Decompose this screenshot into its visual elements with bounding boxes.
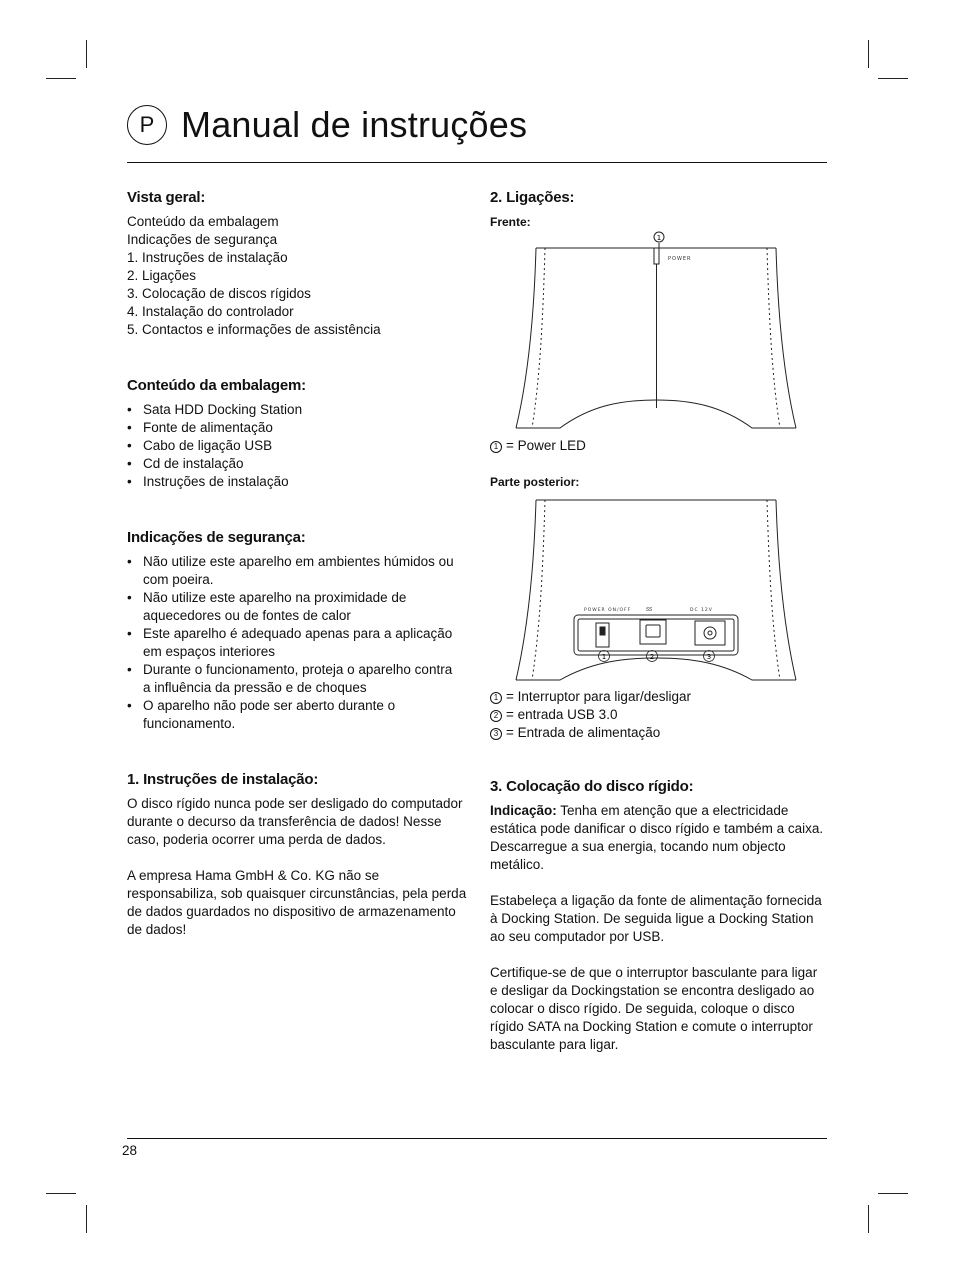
list-item: • Instruções de instalação xyxy=(127,473,472,491)
front-label: Frente: xyxy=(490,215,531,229)
list-item: • Fonte de alimentação xyxy=(127,419,472,437)
left-column xyxy=(127,189,472,939)
legend-item xyxy=(490,688,830,706)
crop-mark xyxy=(868,40,869,68)
legend-text: = Entrada de alimentação xyxy=(506,725,661,740)
list-item: 5. Contactos e informações de assistência xyxy=(127,322,381,337)
panel-label: DC 12V xyxy=(690,608,713,613)
hdd-note xyxy=(490,802,828,874)
install-paragraph: O disco rígido nunca pode ser desligado do computador durante o decurso da transferência de dados! Nesse caso, poderia ocorrer uma perda de dados. xyxy=(127,796,463,847)
page-number: 28 xyxy=(122,1143,138,1158)
crop-mark xyxy=(878,78,908,79)
callout-number: 1 xyxy=(490,441,502,453)
list-item: • Cabo de ligação USB xyxy=(127,437,472,455)
language-marker: P xyxy=(127,105,167,145)
crop-mark xyxy=(86,40,87,68)
list-item: • Este aparelho é adequado apenas para a aplicação em espaços interiores xyxy=(127,625,457,661)
crop-mark xyxy=(86,1205,87,1233)
note-label: Indicação: xyxy=(490,803,557,818)
install-paragraph: A empresa Hama GmbH & Co. KG não se responsabiliza, sob quaisquer circunstâncias, pela perda de dados guardados no dispositivo de armazenamento de dados! xyxy=(127,868,467,937)
list-item: • Durante o funcionamento, proteja o aparelho contra a influência da pressão e de choques xyxy=(127,661,457,697)
overview-list xyxy=(127,213,472,339)
list-item: • Sata HDD Docking Station xyxy=(127,401,472,419)
callout-number: 3 xyxy=(706,653,712,661)
panel-label: SS xyxy=(646,607,653,613)
contents-heading: Conteúdo da embalagem: xyxy=(127,377,306,394)
page-header xyxy=(127,104,527,146)
legend-text: = Interruptor para ligar/desligar xyxy=(506,689,691,704)
hdd-paragraph: Certifique-se de que o interruptor basculante para ligar e desligar da Dockingstation se encontra desligado ao colocar o disco rígido. De seguida, coloque o disco rígido SATA na Docking Station e comute o interruptor basculante para ligar. xyxy=(490,965,818,1052)
callout-number: 1 xyxy=(601,653,607,661)
note-text: Tenha em atenção que a electricidade estática pode danificar o disco rígido e também a caixa. Descarregue a sua energia, tocando num objecto metálico. xyxy=(490,803,824,872)
crop-mark xyxy=(46,1193,76,1194)
callout-number: 1 xyxy=(656,234,662,242)
legend-text: = entrada USB 3.0 xyxy=(506,707,618,722)
rear-label: Parte posterior: xyxy=(490,475,580,489)
page-title: Manual de instruções xyxy=(181,104,528,145)
list-item: • Não utilize este aparelho na proximidade de aquecedores ou de fontes de calor xyxy=(127,589,457,625)
list-item: Indicações de segurança xyxy=(127,232,278,247)
footer-rule xyxy=(127,1138,827,1139)
panel-label: POWER ON/OFF xyxy=(584,608,632,613)
legend-item xyxy=(490,724,830,742)
list-item: 2. Ligações xyxy=(127,268,197,283)
crop-mark xyxy=(868,1205,869,1233)
header-rule xyxy=(127,162,827,163)
right-column xyxy=(490,189,830,231)
connections-heading: 2. Ligações: xyxy=(490,189,575,206)
safety-heading: Indicações de segurança: xyxy=(127,529,306,546)
legend-text: = Power LED xyxy=(506,438,586,453)
contents-list xyxy=(127,401,472,491)
legend-item xyxy=(490,706,830,724)
list-item: • Não utilize este aparelho em ambientes húmidos ou com poeira. xyxy=(127,553,457,589)
overview-heading: Vista geral: xyxy=(127,189,206,206)
list-item: 3. Colocação de discos rígidos xyxy=(127,286,311,301)
callout-number: 1 xyxy=(490,692,502,704)
list-item: • O aparelho não pode ser aberto durante o funcionamento. xyxy=(127,697,457,733)
front-view-illustration xyxy=(500,228,812,433)
power-label: POWER xyxy=(668,256,692,262)
list-item: 4. Instalação do controlador xyxy=(127,304,294,319)
rear-legend xyxy=(490,688,830,1054)
front-legend xyxy=(490,437,830,491)
callout-number: 2 xyxy=(649,653,655,661)
list-item: 1. Instruções de instalação xyxy=(127,250,288,265)
hdd-heading: 3. Colocação do disco rígido: xyxy=(490,778,694,795)
rear-view-illustration xyxy=(500,498,812,684)
callout-number: 2 xyxy=(490,710,502,722)
hdd-paragraph: Estabeleça a ligação da fonte de alimentação fornecida à Docking Station. De seguida ligue a Docking Station ao seu computador por USB. xyxy=(490,893,822,944)
callout-number: 3 xyxy=(490,728,502,740)
safety-list xyxy=(127,553,457,733)
crop-mark xyxy=(878,1193,908,1194)
legend-item xyxy=(490,437,830,455)
crop-mark xyxy=(46,78,76,79)
list-item: • Cd de instalação xyxy=(127,455,472,473)
list-item: Conteúdo da embalagem xyxy=(127,214,279,229)
install-heading: 1. Instruções de instalação: xyxy=(127,771,319,788)
